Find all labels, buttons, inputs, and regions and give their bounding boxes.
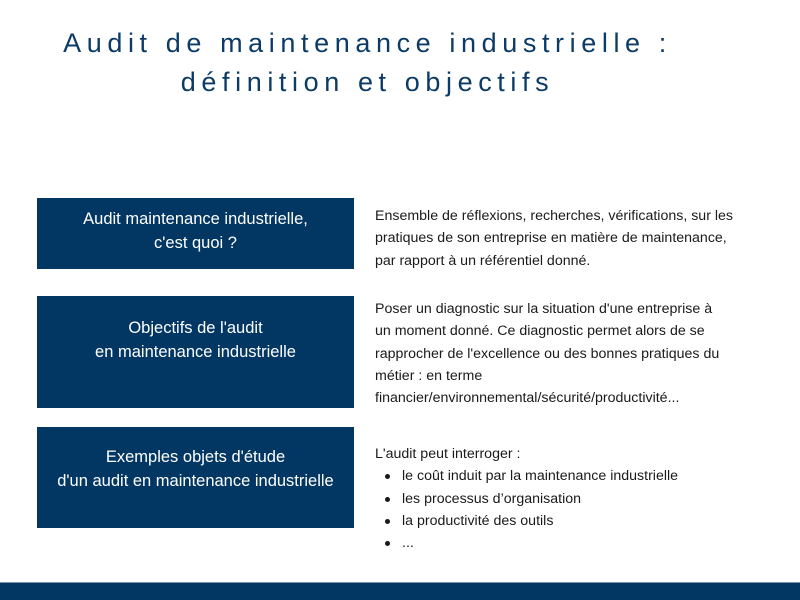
list-intro: L'audit peut interroger : [375,446,521,462]
list-item-text: le coût induit par la maintenance industrielle [402,468,679,485]
section-text-examples [375,443,795,554]
examples-list [375,465,795,554]
list-item-text: ... [402,535,414,552]
section-heading-line: en maintenance industrielle [95,343,296,361]
section-heading-line: Audit maintenance industrielle, [83,210,308,228]
section-heading-line: d'un audit en maintenance industrielle [57,472,334,490]
text-line: Ensemble de réflexions, recherches, vérifications, sur les [375,208,733,224]
page-title-line-1: Audit de maintenance industrielle : [63,28,672,58]
section-heading-definition [37,198,354,269]
section-text-objectives [375,298,795,409]
section-heading-line: Exemples objets d'étude [105,448,286,466]
list-item [375,532,795,554]
text-line: financier/environnemental/sécurité/productivité... [375,390,680,407]
text-line: pratiques de son entreprise en matière de maintenance, [375,230,727,247]
page-title [0,24,735,102]
text-line: rapprocher de l'excellence ou des bonnes pratiques du [375,345,720,362]
bullet-icon [385,474,390,479]
section-heading-objectives [37,296,354,408]
bullet-icon [385,541,390,546]
bullet-icon [385,497,390,502]
list-item [375,465,795,487]
bullet-icon [385,519,390,524]
text-line: un moment donné. Ce diagnostic permet alors de se [375,323,705,340]
section-text-definition [375,205,795,272]
section-heading-examples [37,427,354,528]
section-heading-line: Objectifs de l'audit [128,319,263,337]
footer-bar [0,582,800,600]
text-line: Poser un diagnostic sur la situation d'une entreprise à [375,301,713,317]
text-line: métier : en terme [375,367,483,384]
list-item [375,488,795,510]
list-item [375,510,795,532]
page-title-line-2: définition et objectifs [180,67,555,97]
section-heading-line: c'est quoi ? [154,234,237,252]
text-line: par rapport à un référentiel donné. [375,252,591,269]
list-item-text: la productivité des outils [402,512,554,529]
list-item-text: les processus d’organisation [402,490,582,507]
